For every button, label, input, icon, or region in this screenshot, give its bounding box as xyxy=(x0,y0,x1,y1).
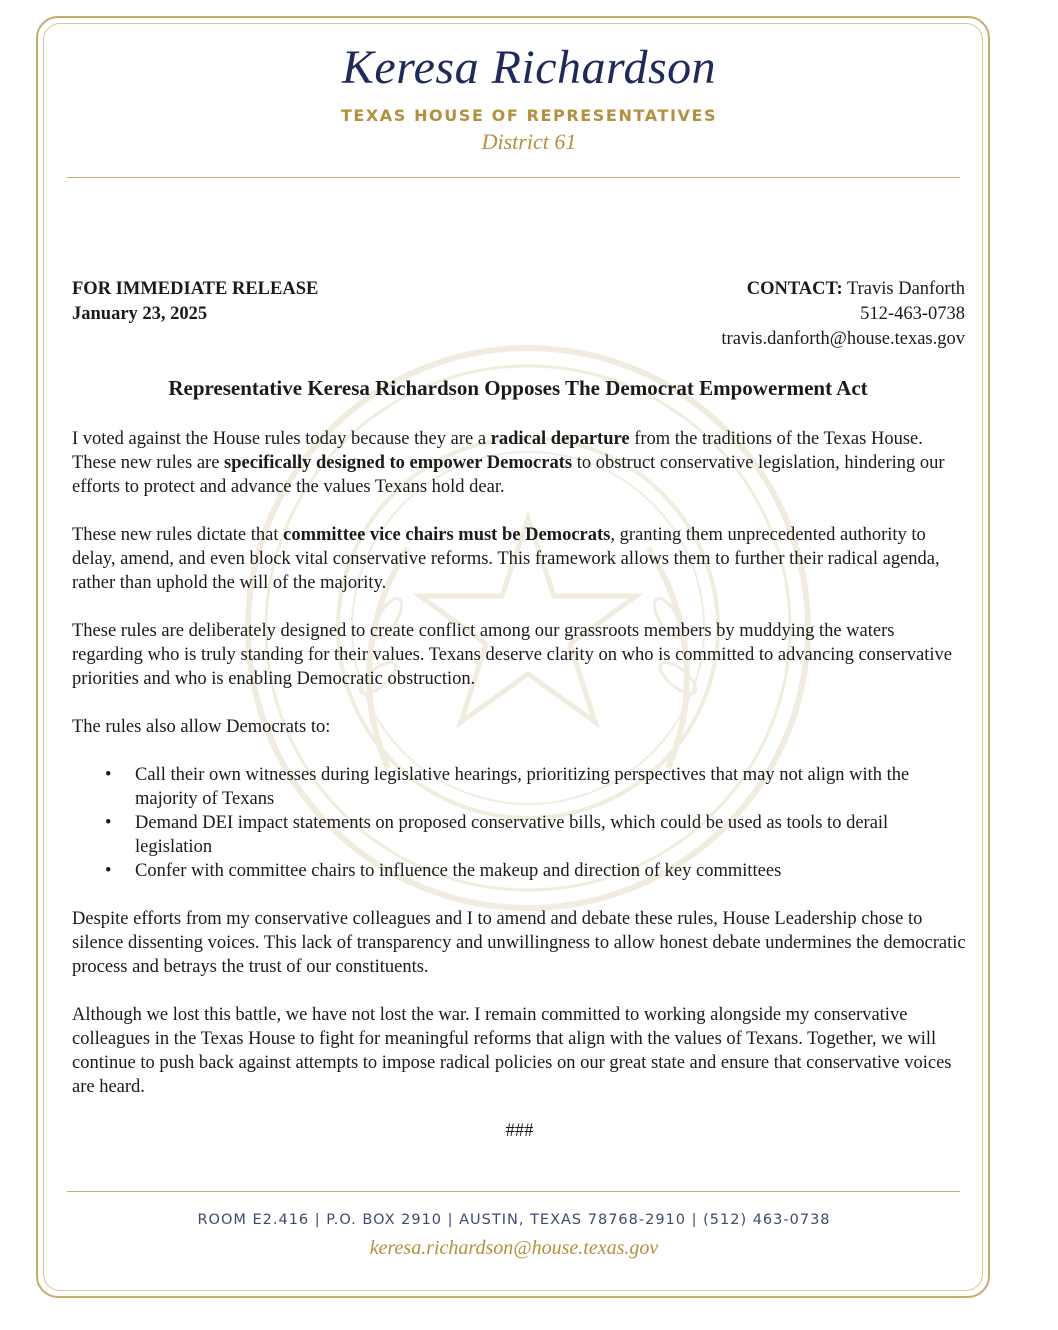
release-label: FOR IMMEDIATE RELEASE xyxy=(72,279,319,299)
letterhead xyxy=(0,42,1058,155)
end-marks: ### xyxy=(505,1121,534,1141)
contact-name: Travis Danforth xyxy=(846,279,965,299)
release-block xyxy=(72,277,318,327)
list-item: • Confer with committee chairs to influence the makeup and direction of key committees xyxy=(105,861,782,881)
release-date: January 23, 2025 xyxy=(72,304,208,324)
footer-divider xyxy=(67,1191,960,1192)
release-body xyxy=(72,427,967,1143)
footer-address: ROOM E2.416 | P.O. BOX 2910 | AUSTIN, TEXAS 78768-2910 | (512) 463-0738 xyxy=(197,1212,831,1228)
paragraph-6: Although we lost this battle, we have not lost the war. I remain committed to working alongside my conservative colleagues in the Texas House to fight for meaningful reforms that align with the values of Texans. Together, we will continue to push back against attempts to impose radical policies on our great state and ensure that conservative voices are heard. xyxy=(72,1005,952,1097)
bullet-icon: • xyxy=(105,813,112,833)
list-item: • Call their own witnesses during legislative hearings, prioritizing perspectives that may not align with the majority of Texans xyxy=(105,765,910,809)
rules-list xyxy=(72,763,967,883)
contact-phone: 512-463-0738 xyxy=(860,304,965,324)
paragraph-4: The rules also allow Democrats to: xyxy=(72,717,331,737)
paragraph-2: These new rules dictate that committee vice chairs must be Democrats, granting them unprecedented authority to delay, amend, and even block vital conservative reforms. This framework allows them to further their radical agenda, rather than uphold the will of the majority. xyxy=(72,525,940,593)
bullet-icon: • xyxy=(105,861,112,881)
list-item: • Demand DEI impact statements on proposed conservative bills, which could be used as tools to derail legislation xyxy=(105,813,889,857)
district-label: District 61 xyxy=(481,129,577,154)
bullet-icon: • xyxy=(105,765,112,785)
footer-email-link[interactable]: keresa.richardson@house.texas.gov xyxy=(369,1237,659,1259)
representative-name: Keresa Richardson xyxy=(341,41,717,94)
header-divider xyxy=(67,177,960,178)
paragraph-1: I voted against the House rules today because they are a radical departure from the traditions of the Texas House. These new rules are specifically designed to empower Democrats to obstruct conservative legislation, hindering our efforts to protect and advance the values Texans hold dear. xyxy=(72,429,945,497)
contact-label: CONTACT: xyxy=(746,279,843,299)
paragraph-3: These rules are deliberately designed to create conflict among our grassroots members by muddying the waters regarding who is truly standing for their values. Texans deserve clarity on who is committed to advancing conservative priorities and who is enabling Democratic obstruction. xyxy=(72,621,952,689)
paragraph-5: Despite efforts from my conservative colleagues and I to amend and debate these rules, House Leadership chose to silence dissenting voices. This lack of transparency and unwillingness to allow honest debate undermines the democratic process and betrays the trust of our constituents. xyxy=(72,909,966,977)
press-release-headline: Representative Keresa Richardson Opposes The Democrat Empowerment Act xyxy=(168,376,868,400)
chamber-name: TEXAS HOUSE OF REPRESENTATIVES xyxy=(340,106,718,125)
contact-block xyxy=(721,277,965,352)
contact-email[interactable]: travis.danforth@house.texas.gov xyxy=(721,329,965,349)
